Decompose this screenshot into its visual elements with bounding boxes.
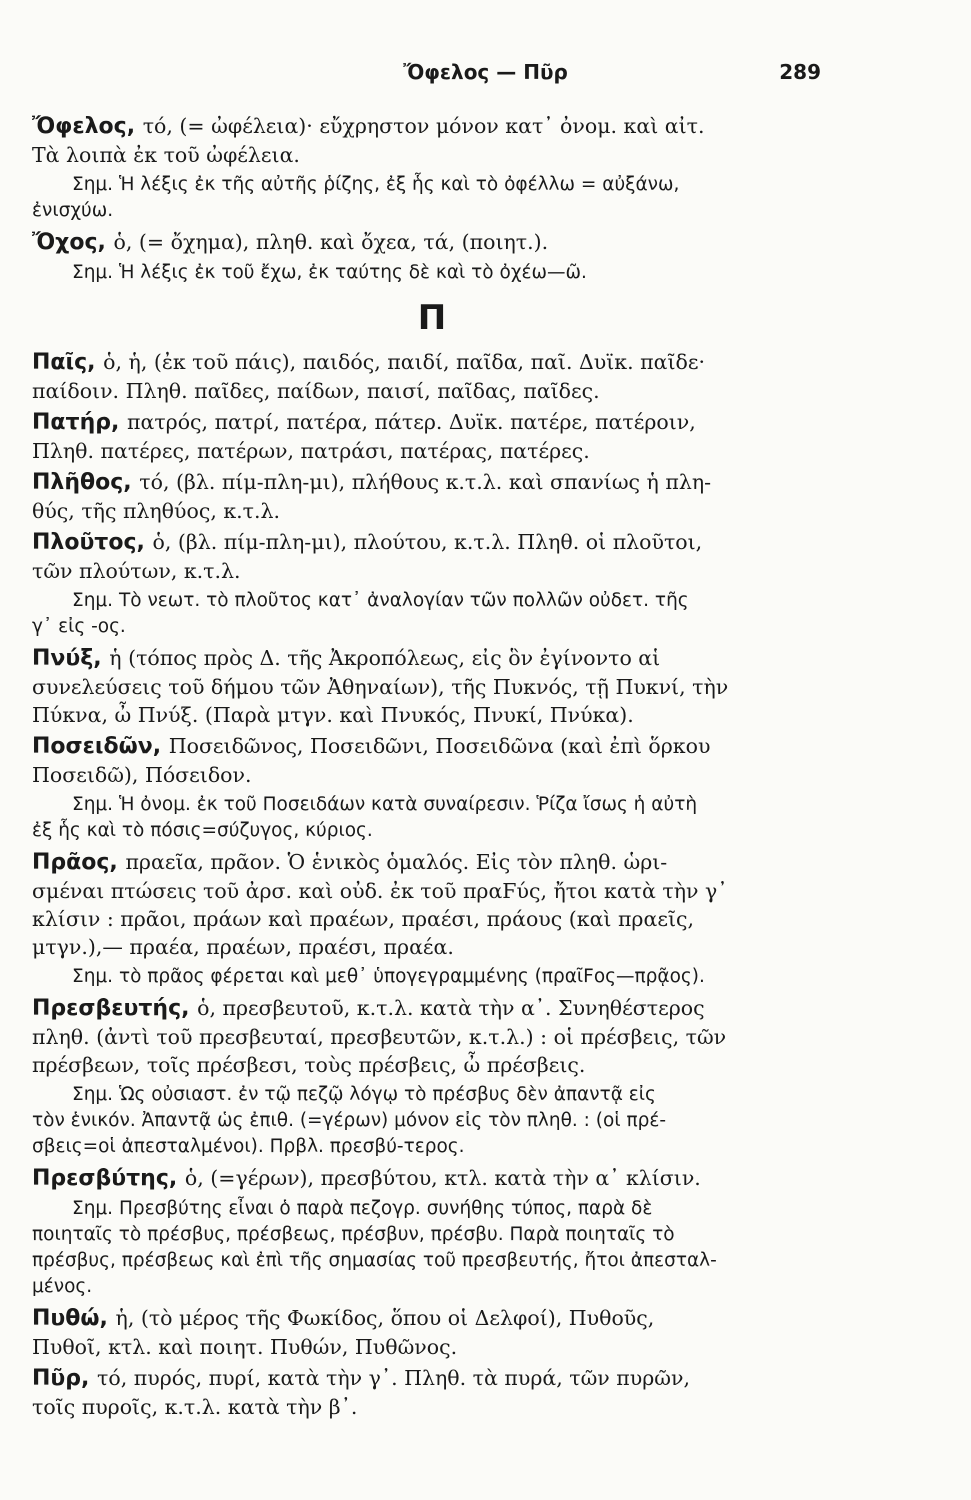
entry-line: Πληθ. πατέρες, πατέρων, πατράσι, πατέρας, πατέρες.	[32, 439, 590, 463]
entry-text: ὁ, πρεσβευτοῦ, κ.τ.λ. κατὰ τὴν α᾽. Συνηθέστερος	[197, 996, 705, 1020]
entry-note	[32, 260, 832, 286]
entry-line	[32, 1304, 832, 1333]
dictionary-entry	[32, 848, 832, 961]
note-line: Σημ. Ὡς οὐσιαστ. ἐν τῷ πεζῷ λόγῳ τὸ πρέσβυς δὲν ἀπαντᾷ εἰς	[72, 1084, 656, 1105]
note-line: ἐξ ἧς καὶ τὸ πόσις=σύζυγος, κύριος.	[32, 820, 373, 841]
note-line: Σημ. τὸ πρᾶος φέρεται καὶ μεθ᾽ ὑπογεγραμμένης (πραῖϜος—πρᾷος).	[72, 966, 705, 987]
page-number: 289	[779, 60, 821, 84]
entry-line	[32, 112, 832, 141]
entry-line: μτγν.),— πραέα, πραέων, πραέσι, πραέα.	[32, 935, 454, 959]
entry-headword: Πρεσβύτης,	[32, 1166, 185, 1191]
note-line: Σημ. Ἡ λέξις ἐκ τῆς αὐτῆς ῥίζης, ἐξ ἧς καὶ τὸ ὀφέλλω = αὐξάνω,	[72, 174, 680, 195]
note-line: ἐνισχύω.	[32, 200, 114, 221]
entry-line	[32, 468, 832, 497]
entry-line	[32, 732, 832, 761]
entry-line	[32, 348, 832, 377]
entry-note	[32, 588, 832, 640]
note-line: Σημ. Ἡ ὀνομ. ἐκ τοῦ Ποσειδάων κατὰ συναίρεσιν. Ῥίζα ἴσως ἡ αὐτὴ	[72, 794, 698, 815]
entry-headword: Πλοῦτος,	[32, 530, 153, 555]
entry-headword: Παῖς,	[32, 350, 104, 375]
note-line: τὸν ἑνικόν. Ἀπαντᾷ ὡς ἐπιθ. (=γέρων) μόνον εἰς τὸν πληθ. : (οἱ πρέ-	[32, 1110, 667, 1131]
note-line: ποιηταῖς τὸ πρέσβυς, πρέσβεως, πρέσβυν, πρέσβυ. Παρὰ ποιηταῖς τὸ	[32, 1224, 675, 1245]
entry-note	[32, 1082, 832, 1160]
entry-headword: Ὄχος,	[32, 230, 114, 255]
note-line: Σημ. Πρεσβύτης εἶναι ὁ παρὰ πεζογρ. συνήθης τύπος, παρὰ δὲ	[72, 1198, 653, 1219]
entry-headword: Ὄφελος,	[32, 114, 143, 139]
entry-line: πρέσβεων, τοῖς πρέσβεσι, τοὺς πρέσβεις, ὦ πρέσβεις.	[32, 1053, 586, 1077]
entry-note	[32, 1196, 832, 1300]
dictionary-entry	[32, 228, 832, 257]
running-head	[0, 60, 971, 90]
entry-line: τῶν πλούτων, κ.τ.λ.	[32, 559, 241, 583]
entry-headword: Πυθώ,	[32, 1306, 116, 1331]
note-line: Σημ. Τὸ νεωτ. τὸ πλοῦτος κατ᾽ ἀναλογίαν τῶν πολλῶν οὐδετ. τῆς	[72, 590, 689, 611]
entry-text: πατρός, πατρί, πατέρα, πάτερ. Δυϊκ. πατέρε, πατέροιν,	[127, 410, 696, 434]
entry-line	[32, 644, 832, 673]
entry-text: ὁ, (βλ. πίμ-πλη-μι), πλούτου, κ.τ.λ. Πληθ. οἱ πλοῦτοι,	[152, 530, 703, 554]
dictionary-entry	[32, 468, 832, 525]
entry-line	[32, 528, 832, 557]
dictionary-entry	[32, 348, 832, 405]
dictionary-entry	[32, 408, 832, 465]
entry-line	[32, 848, 832, 877]
entry-line: Πύκνα, ὦ Πνύξ. (Παρὰ μτγν. καὶ Πνυκός, Πνυκί, Πνύκα).	[32, 703, 634, 727]
entry-headword: Πατήρ,	[32, 410, 127, 435]
entry-text: ὁ, ἡ, (ἐκ τοῦ πάις), παιδός, παιδί, παῖδα, παῖ. Δυϊκ. παῖδε·	[103, 350, 705, 374]
note-line: σβεις=οἱ ἀπεσταλμένοι). Πρβλ. πρεσβύ-τερος.	[32, 1136, 465, 1157]
dictionary-entry	[32, 1364, 832, 1421]
entry-line: σμέναι πτώσεις τοῦ ἀρσ. καὶ οὐδ. ἐκ τοῦ πραϜύς, ἤτοι κατὰ τὴν γ᾽	[32, 879, 728, 903]
entry-line: παίδοιν. Πληθ. παῖδες, παίδων, παισί, παῖδας, παῖδες.	[32, 379, 600, 403]
dictionary-entry	[32, 112, 832, 169]
entry-line	[32, 408, 832, 437]
dictionary-entry	[32, 1304, 832, 1361]
entry-note	[32, 792, 832, 844]
entry-line: συνελεύσεις τοῦ δήμου τῶν Ἀθηναίων), τῆς Πυκνός, τῇ Πυκνί, τὴν	[32, 675, 729, 699]
dictionary-entry	[32, 994, 832, 1079]
entry-headword: Πνύξ,	[32, 646, 110, 671]
entry-text: πραεῖα, πρᾶον. Ὁ ἑνικὸς ὁμαλός. Εἰς τὸν πληθ. ὡρι-	[125, 850, 668, 874]
entry-text: ὁ, (=γέρων), πρεσβύτου, κτλ. κατὰ τὴν α᾽ κλίσιν.	[184, 1166, 701, 1190]
entry-line: Τὰ λοιπὰ ἐκ τοῦ ὠφέλεια.	[32, 143, 300, 167]
entry-line	[32, 228, 832, 257]
entry-note	[32, 964, 832, 990]
entry-headword: Ποσειδῶν,	[32, 734, 169, 759]
note-line: μένος.	[32, 1276, 93, 1297]
entry-text: ἡ (τόπος πρὸς Δ. τῆς Ἀκροπόλεως, εἰς ὃν ἐγίνοντο αἱ	[109, 646, 661, 670]
entry-line: κλίσιν : πρᾶοι, πράων καὶ πραέων, πραέσι, πράους (καὶ πραεῖς,	[32, 907, 694, 931]
dictionary-body	[32, 112, 832, 1424]
entry-headword: Πρᾶος,	[32, 850, 126, 875]
entry-note	[32, 172, 832, 224]
entry-text: ἡ, (τὸ μέρος τῆς Φωκίδος, ὅπου οἱ Δελφοί), Πυθοῦς,	[115, 1306, 655, 1330]
entry-text: τό, (= ὠφέλεια)· εὔχρηστον μόνον κατ᾽ ὀνομ. καὶ αἰτ.	[142, 114, 705, 138]
entry-headword: Πῦρ,	[32, 1366, 98, 1391]
entry-text: τό, (βλ. πίμ-πλη-μι), πλήθους κ.τ.λ. καὶ σπανίως ἡ πλη-	[139, 470, 712, 494]
note-line: γ᾽ εἰς -ος.	[32, 616, 126, 637]
entry-line: Πυθοῖ, κτλ. καὶ ποιητ. Πυθών, Πυθῶνος.	[32, 1335, 458, 1359]
dictionary-entry	[32, 528, 832, 585]
note-line: πρέσβυς, πρέσβεως καὶ ἐπὶ τῆς σημασίας τοῦ πρεσβευτής, ἤτοι ἀπεσταλ-	[32, 1250, 717, 1271]
entry-line: πληθ. (ἀντὶ τοῦ πρεσβευταί, πρεσβευτῶν, κ.τ.λ.) : οἱ πρέσβεις, τῶν	[32, 1025, 727, 1049]
entry-text: τό, πυρός, πυρί, κατὰ τὴν γ᾽. Πληθ. τὰ πυρά, τῶν πυρῶν,	[97, 1366, 690, 1390]
entry-line: θύς, τῆς πληθύος, κ.τ.λ.	[32, 499, 281, 523]
section-letter: Π	[417, 298, 447, 338]
entry-line: Ποσειδῶ), Πόσειδον.	[32, 763, 252, 787]
entry-line	[32, 1164, 832, 1193]
entry-line	[32, 1364, 832, 1393]
dictionary-entry	[32, 732, 832, 789]
dictionary-entry	[32, 644, 832, 729]
entry-line: τοῖς πυροῖς, κ.τ.λ. κατὰ τὴν β᾽.	[32, 1395, 358, 1419]
running-head-title: Ὄφελος — Πῦρ	[403, 60, 568, 84]
entry-text: ὁ, (= ὄχημα), πληθ. καὶ ὄχεα, τά, (ποιητ.).	[113, 230, 549, 254]
note-line: Σημ. Ἡ λέξις ἐκ τοῦ ἔχω, ἐκ ταύτης δὲ καὶ τὸ ὀχέω—ῶ.	[72, 262, 587, 283]
entry-text: Ποσειδῶνος, Ποσειδῶνι, Ποσειδῶνα (καὶ ἐπὶ ὅρκου	[168, 734, 711, 758]
entry-headword: Πρεσβευτής,	[32, 996, 198, 1021]
entry-line	[32, 994, 832, 1023]
entry-headword: Πλῆθος,	[32, 470, 140, 495]
dictionary-entry	[32, 1164, 832, 1193]
